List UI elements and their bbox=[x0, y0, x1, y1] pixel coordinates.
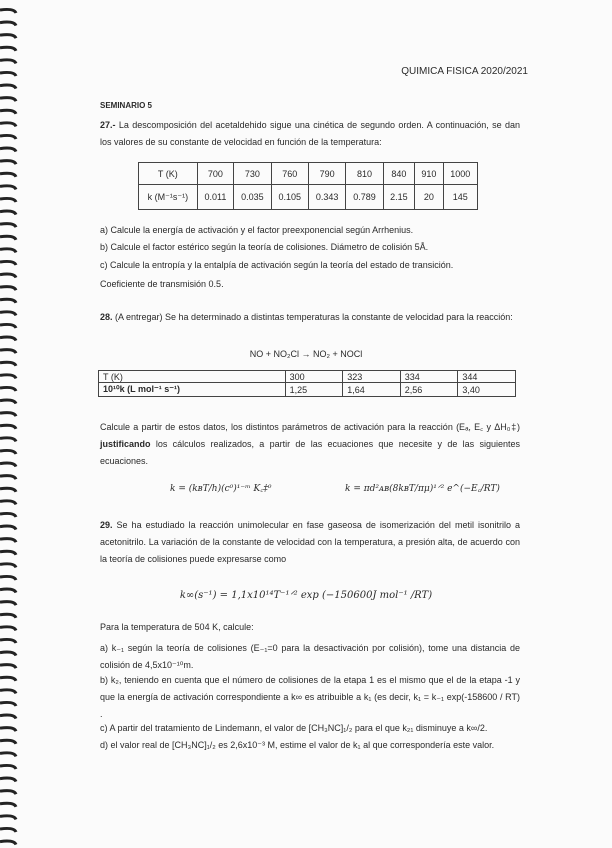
spiral-loop bbox=[0, 652, 16, 656]
spiral-loop bbox=[0, 463, 16, 467]
rate-table-28: T (K) 300 323 334 344 10¹⁰k (L mol⁻¹ s⁻¹) 1,25 1,64 2,56 3,40 bbox=[98, 370, 516, 397]
spiral-loop bbox=[0, 198, 16, 202]
spiral-loop bbox=[0, 765, 16, 769]
spiral-loop bbox=[0, 72, 16, 76]
reaction-equation: NO + NO₂Cl → NO₂ + NOCl bbox=[249, 349, 363, 359]
item-29c: c) A partir del tratamiento de Lindemann, el valor de [CH₃NC]₁/₂ para el que k₂₁ disminuye a k∞/2. bbox=[100, 723, 488, 733]
spiral-loop bbox=[0, 539, 16, 543]
spiral-loop bbox=[0, 324, 16, 328]
problem-27: 27.- La descomposición del acetaldehido sigue una cinética de segundo orden. A continuación, se dan los valores de su constante de velocidad en función de la temperatura: bbox=[100, 120, 520, 147]
spiral-loop bbox=[0, 35, 16, 39]
problem-28-instructions: Calcule a partir de estos datos, los distintos parámetros de activación para la reacción (Eₐ, E꜀ y ΔH₀‡) justificando los cálculos realizados, a partir de las ecuaciones que necesite y de las siguientes ecuaciones. bbox=[100, 422, 520, 466]
spiral-loop bbox=[0, 816, 16, 820]
spiral-loop bbox=[0, 425, 16, 429]
spiral-loop bbox=[0, 526, 16, 530]
spiral-loop bbox=[0, 665, 16, 669]
spiral-loop bbox=[0, 236, 16, 240]
equation-tst: k = (kʙT/h)(c⁰)¹⁻ᵐ K꜀‡⁰ bbox=[170, 484, 272, 494]
spiral-loop bbox=[0, 22, 16, 26]
spiral-loop bbox=[0, 186, 16, 190]
spiral-loop bbox=[0, 211, 16, 215]
problem-29: 29. Se ha estudiado la reacción unimolecular en fase gaseosa de isomerización del metil isonitrilo a acetonitrilo. La variación de la constante de velocidad con la temperatura, a presión alta, de acuerdo con la teoría de colisiones puede expresarse como bbox=[100, 520, 520, 564]
spiral-loop bbox=[0, 123, 16, 127]
spiral-loop bbox=[0, 450, 16, 454]
item-29a: a) k₋₁ según la teoría de colisiones (E₋₁=0 para la desactivación por colisión), tome una distancia de colisión de 4,5x10⁻¹⁰m. bbox=[100, 643, 520, 670]
equation-collision: k = πd²ᴀʙ(8kʙT/πμ)¹ᐟ² e^(−E꜀/RT) bbox=[345, 484, 500, 494]
spiral-loop bbox=[0, 551, 16, 555]
spiral-loop bbox=[0, 413, 16, 417]
spiral-loop bbox=[0, 9, 16, 13]
item-27c: c) Calcule la entropía y la entalpía de activación según la teoría del estado de transición. bbox=[100, 260, 454, 270]
spiral-loop bbox=[0, 224, 16, 228]
spiral-loop bbox=[0, 249, 16, 253]
spiral-loop bbox=[0, 639, 16, 643]
item-27-coef: Coeficiente de transmisión 0.5. bbox=[100, 279, 224, 289]
spiral-loop bbox=[0, 488, 16, 492]
spiral-loop bbox=[0, 135, 16, 139]
spiral-loop bbox=[0, 161, 16, 165]
spiral-loop bbox=[0, 740, 16, 744]
spiral-loop bbox=[0, 677, 16, 681]
rate-table-27: T (K) 700 730 760 790 810 840 910 1000 k (M⁻¹s⁻¹) 0.011 0.035 0.105 0.343 0.789 2.15 20 145 bbox=[138, 162, 478, 210]
item-27a: a) Calcule la energía de activación y el factor preexponencial según Arrhenius. bbox=[100, 225, 414, 235]
spiral-loop bbox=[0, 715, 16, 719]
spiral-loop bbox=[0, 627, 16, 631]
spiral-loop bbox=[0, 337, 16, 341]
spiral-loop bbox=[0, 778, 16, 782]
seminar-title: SEMINARIO 5 bbox=[100, 101, 153, 110]
spiral-loop bbox=[0, 148, 16, 152]
spiral-loop bbox=[0, 47, 16, 51]
spiral-loop bbox=[0, 564, 16, 568]
spiral-loop bbox=[0, 828, 16, 832]
spiral-loop bbox=[0, 791, 16, 795]
spiral-loop bbox=[0, 387, 16, 391]
spiral-loop bbox=[0, 110, 16, 114]
spiral-loop bbox=[0, 438, 16, 442]
spiral-loop bbox=[0, 400, 16, 404]
rate-expression: k∞(s⁻¹) = 1,1x10¹⁴T⁻¹ᐟ² exp (−150600J mol⁻¹ /RT) bbox=[179, 590, 433, 601]
spiral-loop bbox=[0, 513, 16, 517]
course-header: QUIMICA FISICA 2020/2021 bbox=[401, 66, 528, 77]
item-27b: b) Calcule el factor estérico según la teoría de colisiones. Diámetro de colisión 5Å. bbox=[100, 242, 429, 252]
spiral-loop bbox=[0, 274, 16, 278]
spiral-loop bbox=[0, 803, 16, 807]
spiral-loop bbox=[0, 299, 16, 303]
item-29b: b) k₂, teniendo en cuenta que el número de colisiones de la etapa 1 es el mismo que el de la etapa -1 y que la energía de activación correspondiente a k∞ es atribuible a k₁ (es decir, k₁ = k₋₁ exp(-158600 / RT) . bbox=[100, 675, 520, 719]
spiral-loop bbox=[0, 841, 16, 845]
spiral-loop bbox=[0, 287, 16, 291]
spiral-loop bbox=[0, 476, 16, 480]
spiral-loop bbox=[0, 728, 16, 732]
spiral-loop bbox=[0, 375, 16, 379]
spiral-loop bbox=[0, 60, 16, 64]
spiral-loop bbox=[0, 261, 16, 265]
spiral-loop bbox=[0, 702, 16, 706]
spiral-loop bbox=[0, 312, 16, 316]
spiral-loop bbox=[0, 602, 16, 606]
spiral-loop bbox=[0, 362, 16, 366]
spiral-loop bbox=[0, 98, 16, 102]
item-29d: d) el valor real de [CH₃NC]₁/₂ es 2,6x10⁻³ M, estime el valor de k₁ al que correspondería este valor. bbox=[100, 740, 495, 750]
spiral-loop bbox=[0, 501, 16, 505]
problem-28: 28. (A entregar) Se ha determinado a distintas temperaturas la constante de velocidad para la reacción: bbox=[100, 312, 513, 322]
spiral-loop bbox=[0, 690, 16, 694]
spiral-loop bbox=[0, 614, 16, 618]
item-29-temp: Para la temperatura de 504 K, calcule: bbox=[100, 622, 254, 632]
spiral-loop bbox=[0, 85, 16, 89]
spiral-loop bbox=[0, 576, 16, 580]
spiral-binding bbox=[0, 0, 22, 848]
spiral-loop bbox=[0, 173, 16, 177]
spiral-loop bbox=[0, 753, 16, 757]
